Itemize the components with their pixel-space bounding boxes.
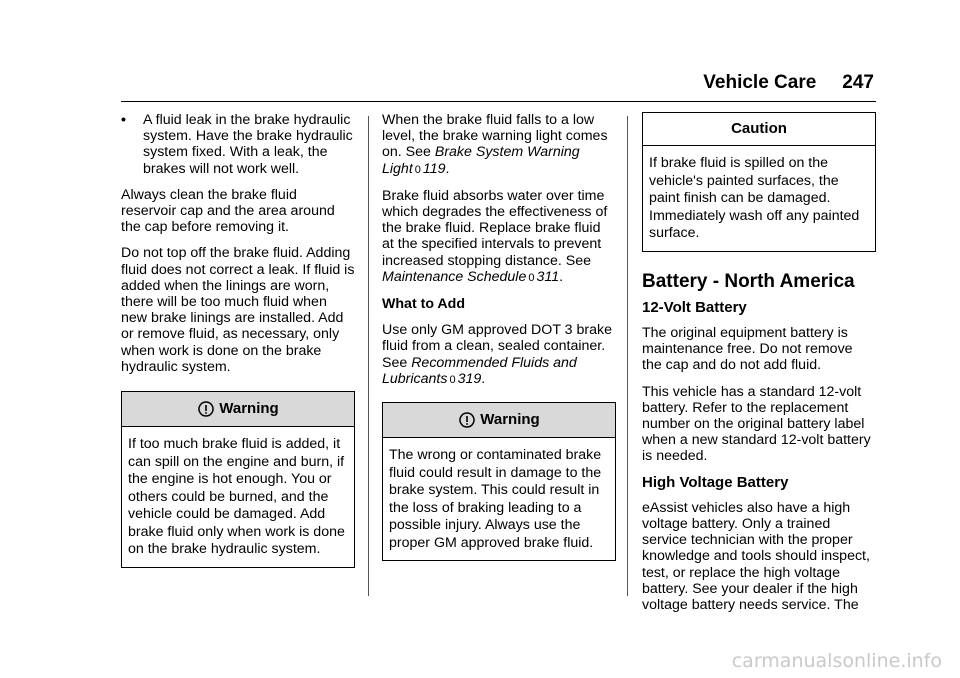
- caution-title: Caution: [731, 119, 787, 137]
- warning-header: [383, 403, 615, 438]
- warning-text: If too much brake fluid is added, it can spill on the engine and burn, if the engine is hot enough. You or others could be burned, and the vehicle could be damaged. Add brake fluid only when work is done on the brake hydraulic system.: [128, 436, 345, 558]
- warning-header: [122, 392, 354, 427]
- warning-icon: [458, 411, 476, 429]
- xref-link[interactable]: Brake System Warning Light: [382, 144, 580, 177]
- bullet-item: [121, 112, 355, 177]
- paragraph: The original equipment battery is maintenance free. Do not remove the cap and do not add fluid.: [642, 324, 853, 374]
- subsection-heading: 12-Volt Battery: [642, 298, 747, 316]
- xref-arrow-icon: 0: [414, 163, 421, 176]
- page-header: [703, 72, 874, 94]
- column-1: [121, 112, 355, 568]
- subsection-heading: High Voltage Battery: [642, 473, 789, 491]
- paragraph: Use only GM approved DOT 3 brake fluid from a clean, sealed container. See Recommended Fluids and Lubricants 0 319.: [382, 322, 612, 387]
- warning-box: [382, 402, 616, 561]
- warning-box: [121, 391, 355, 568]
- header-rule: [121, 101, 876, 102]
- paragraph: eAssist vehicles also have a high voltage battery. Only a trained service technician with the proper knowledge and tools should inspect, test, or replace the high voltage battery. See your dealer if the high voltage battery needs service. The: [642, 499, 870, 613]
- xref-page[interactable]: 119: [422, 160, 446, 177]
- bullet-mark: •: [121, 112, 126, 128]
- xref-link[interactable]: Maintenance Schedule: [382, 268, 527, 285]
- caution-header: [643, 113, 875, 146]
- watermark: carmanualsonline.info: [731, 650, 942, 672]
- subheading: What to Add: [382, 296, 465, 313]
- paragraph-text: Brake fluid absorbs water over time which degrades the effectiveness of the brake fluid. Replace brake fluid at the specified intervals to prevent increased stopping distance. See: [382, 187, 608, 269]
- paragraph: Always clean the brake fluid reservoir cap and the area around the cap before removing it.: [121, 186, 335, 236]
- paragraph-text: When the brake fluid falls to a low level, the brake warning light comes on. See: [382, 112, 608, 161]
- column-2: [382, 112, 616, 561]
- xref-arrow-icon: 0: [449, 373, 456, 386]
- page-number: 247: [842, 72, 874, 93]
- xref-link[interactable]: Recommended Fluids and Lubricants: [382, 354, 577, 387]
- bullet-text: A fluid leak in the brake hydraulic system. Have the brake hydraulic system fixed. With a leak, the brakes will not work well.: [143, 112, 353, 177]
- xref-page[interactable]: 319: [457, 370, 482, 387]
- warning-text: The wrong or contaminated brake fluid could result in damage to the brake system. This could result in the loss of braking leading to a possible injury. Always use the proper GM approved brake fluid.: [389, 447, 602, 551]
- paragraph-text: Use only GM approved DOT 3 brake fluid from a clean, sealed container. See: [382, 322, 612, 371]
- xref-page[interactable]: 311: [536, 268, 560, 285]
- paragraph: Do not top off the brake fluid. Adding fluid does not correct a leak. If fluid is added when the linings are worn, there will be too much fluid when new brake linings are installed. Add or remove fluid, as necessary, only when work is done on the brake hydraulic system.: [121, 245, 355, 375]
- caution-box: [642, 112, 876, 252]
- paragraph: This vehicle has a standard 12-volt battery. Refer to the replacement number on the original battery label when a new standard 12-volt battery is needed.: [642, 383, 871, 465]
- paragraph: When the brake fluid falls to a low level, the brake warning light comes on. See Brake System Warning Light 0 119.: [382, 112, 608, 177]
- warning-title: Warning: [480, 410, 540, 428]
- column-divider-1: [368, 116, 369, 596]
- section-heading: Battery - North America: [642, 270, 855, 292]
- xref-arrow-icon: 0: [528, 271, 535, 284]
- column-divider-2: [627, 116, 628, 596]
- paragraph: Brake fluid absorbs water over time which degrades the effectiveness of the brake fluid. Replace brake fluid at the specified intervals to prevent increased stopping distance. See Maintenance Schedule 0 311.: [382, 187, 608, 285]
- section-title: Vehicle Care: [703, 72, 817, 93]
- warning-title: Warning: [219, 399, 279, 417]
- caution-text: If brake fluid is spilled on the vehicle's painted surfaces, the paint finish can be damaged. Immediately wash off any painted surface.: [649, 155, 860, 241]
- column-3: [642, 112, 876, 623]
- warning-icon: [197, 400, 215, 418]
